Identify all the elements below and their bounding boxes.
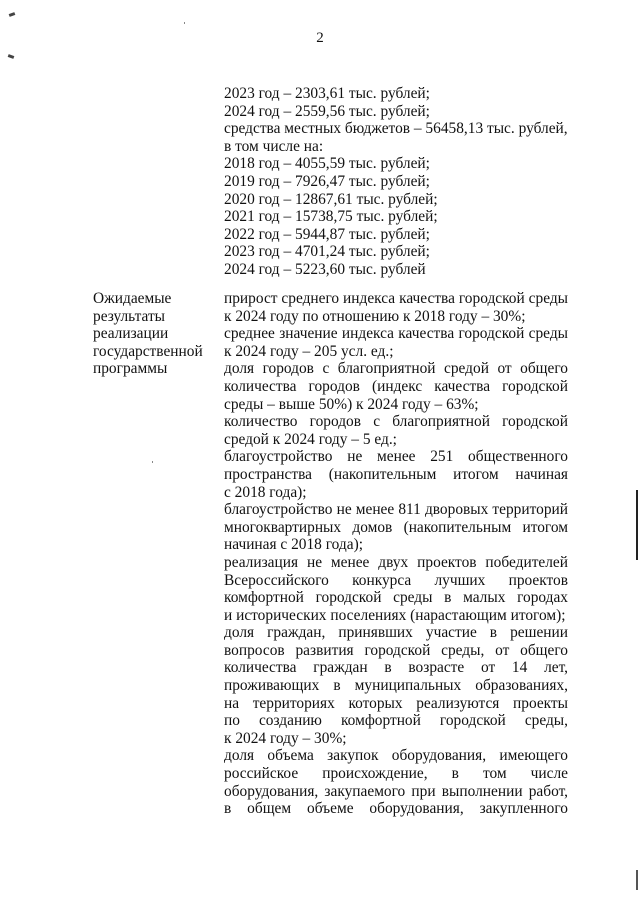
result-line: к 2024 году – 30%; (224, 729, 347, 747)
result-line: многоквартирных домов (накопительным итогом (224, 518, 568, 536)
financing-line: 2019 год – 7926,47 тыс. рублей; (224, 172, 430, 190)
scan-mark-left-1 (9, 12, 16, 17)
result-line: к 2024 году – 205 усл. ед.; (224, 342, 394, 360)
result-line: проживающих в муниципальных образованиях, (224, 677, 568, 695)
result-line: реализация не менее двух проектов победителей (224, 553, 568, 571)
label-line: Ожидаемые (93, 290, 172, 307)
financing-line: 2022 год – 5944,87 тыс. рублей; (224, 225, 430, 243)
financing-line: 2021 год – 15738,75 тыс. рублей; (224, 208, 438, 226)
financing-line: в том числе на: (224, 137, 324, 155)
result-line: пространства (накопительным итогом начиная (224, 465, 568, 483)
result-line: количества граждан в возрасте от 14 лет, (224, 659, 568, 677)
scan-edge-right-2 (636, 870, 638, 890)
scan-mark-dot-1 (184, 22, 185, 24)
result-line: прирост среднего индекса качества городской среды (224, 290, 568, 307)
result-line: количество городов с благоприятной городской (224, 413, 568, 431)
result-line: в общем объеме оборудования, закупленного (224, 800, 568, 818)
scan-edge-right (636, 490, 638, 560)
result-line: среднее значение индекса качества городской среды (224, 325, 568, 343)
label-line: государственной (93, 342, 203, 360)
scan-mark-dot-2 (152, 461, 153, 463)
financing-line: 2024 год – 5223,60 тыс. рублей (224, 260, 426, 278)
result-line: среды – выше 50%) к 2024 году – 63%; (224, 395, 479, 413)
result-line: доля граждан, принявших участие в решении (224, 624, 568, 642)
result-line: на территориях которых реализуются проекты (224, 694, 568, 712)
expected-results-label (93, 290, 218, 378)
result-line: благоустройство не менее 811 дворовых территорий (224, 501, 568, 519)
result-line: благоустройство не менее 251 общественного (224, 448, 568, 466)
result-line: доля городов с благоприятной средой от общего (224, 360, 568, 378)
result-line: к 2024 году по отношению к 2018 году – 30%; (224, 307, 526, 325)
financing-line: средства местных бюджетов – 56458,13 тыс. рублей, (224, 120, 568, 138)
financing-line: 2020 год – 12867,61 тыс. рублей; (224, 190, 438, 208)
scan-mark-left-2 (8, 54, 15, 59)
result-line: вопросов развития городской среды, от общего (224, 641, 568, 659)
financing-line: 2018 год – 4055,59 тыс. рублей; (224, 155, 430, 173)
result-line: доля объема закупок оборудования, имеющего (224, 747, 568, 765)
financing-text-block (224, 85, 584, 279)
result-line: оборудования, закупаемого при выполнении работ, (224, 782, 568, 800)
result-line: комфортной городской среды в малых городах (224, 589, 568, 607)
result-line: с 2018 года); (224, 483, 307, 501)
label-line: программы (93, 360, 168, 378)
result-line: начиная с 2018 года); (224, 536, 363, 554)
label-line: реализации (93, 325, 169, 343)
result-line: по созданию комфортной городской среды, (224, 712, 568, 730)
expected-results-text (224, 290, 568, 818)
label-line: результаты (93, 307, 166, 325)
financing-line: 2023 год – 4701,24 тыс. рублей; (224, 243, 430, 261)
financing-line: 2024 год – 2559,56 тыс. рублей; (224, 102, 430, 120)
result-line: российское происхождение, в том числе (224, 765, 568, 783)
result-line: Всероссийского конкурса лучших проектов (224, 571, 568, 589)
result-line: и исторических поселениях (нарастающим итогом); (224, 606, 566, 624)
financing-line: 2023 год – 2303,61 тыс. рублей; (224, 85, 430, 102)
result-line: средой к 2024 году – 5 ед.; (224, 430, 397, 448)
result-line: количества городов (индекс качества городской (224, 377, 568, 395)
page-number: 2 (316, 30, 324, 46)
